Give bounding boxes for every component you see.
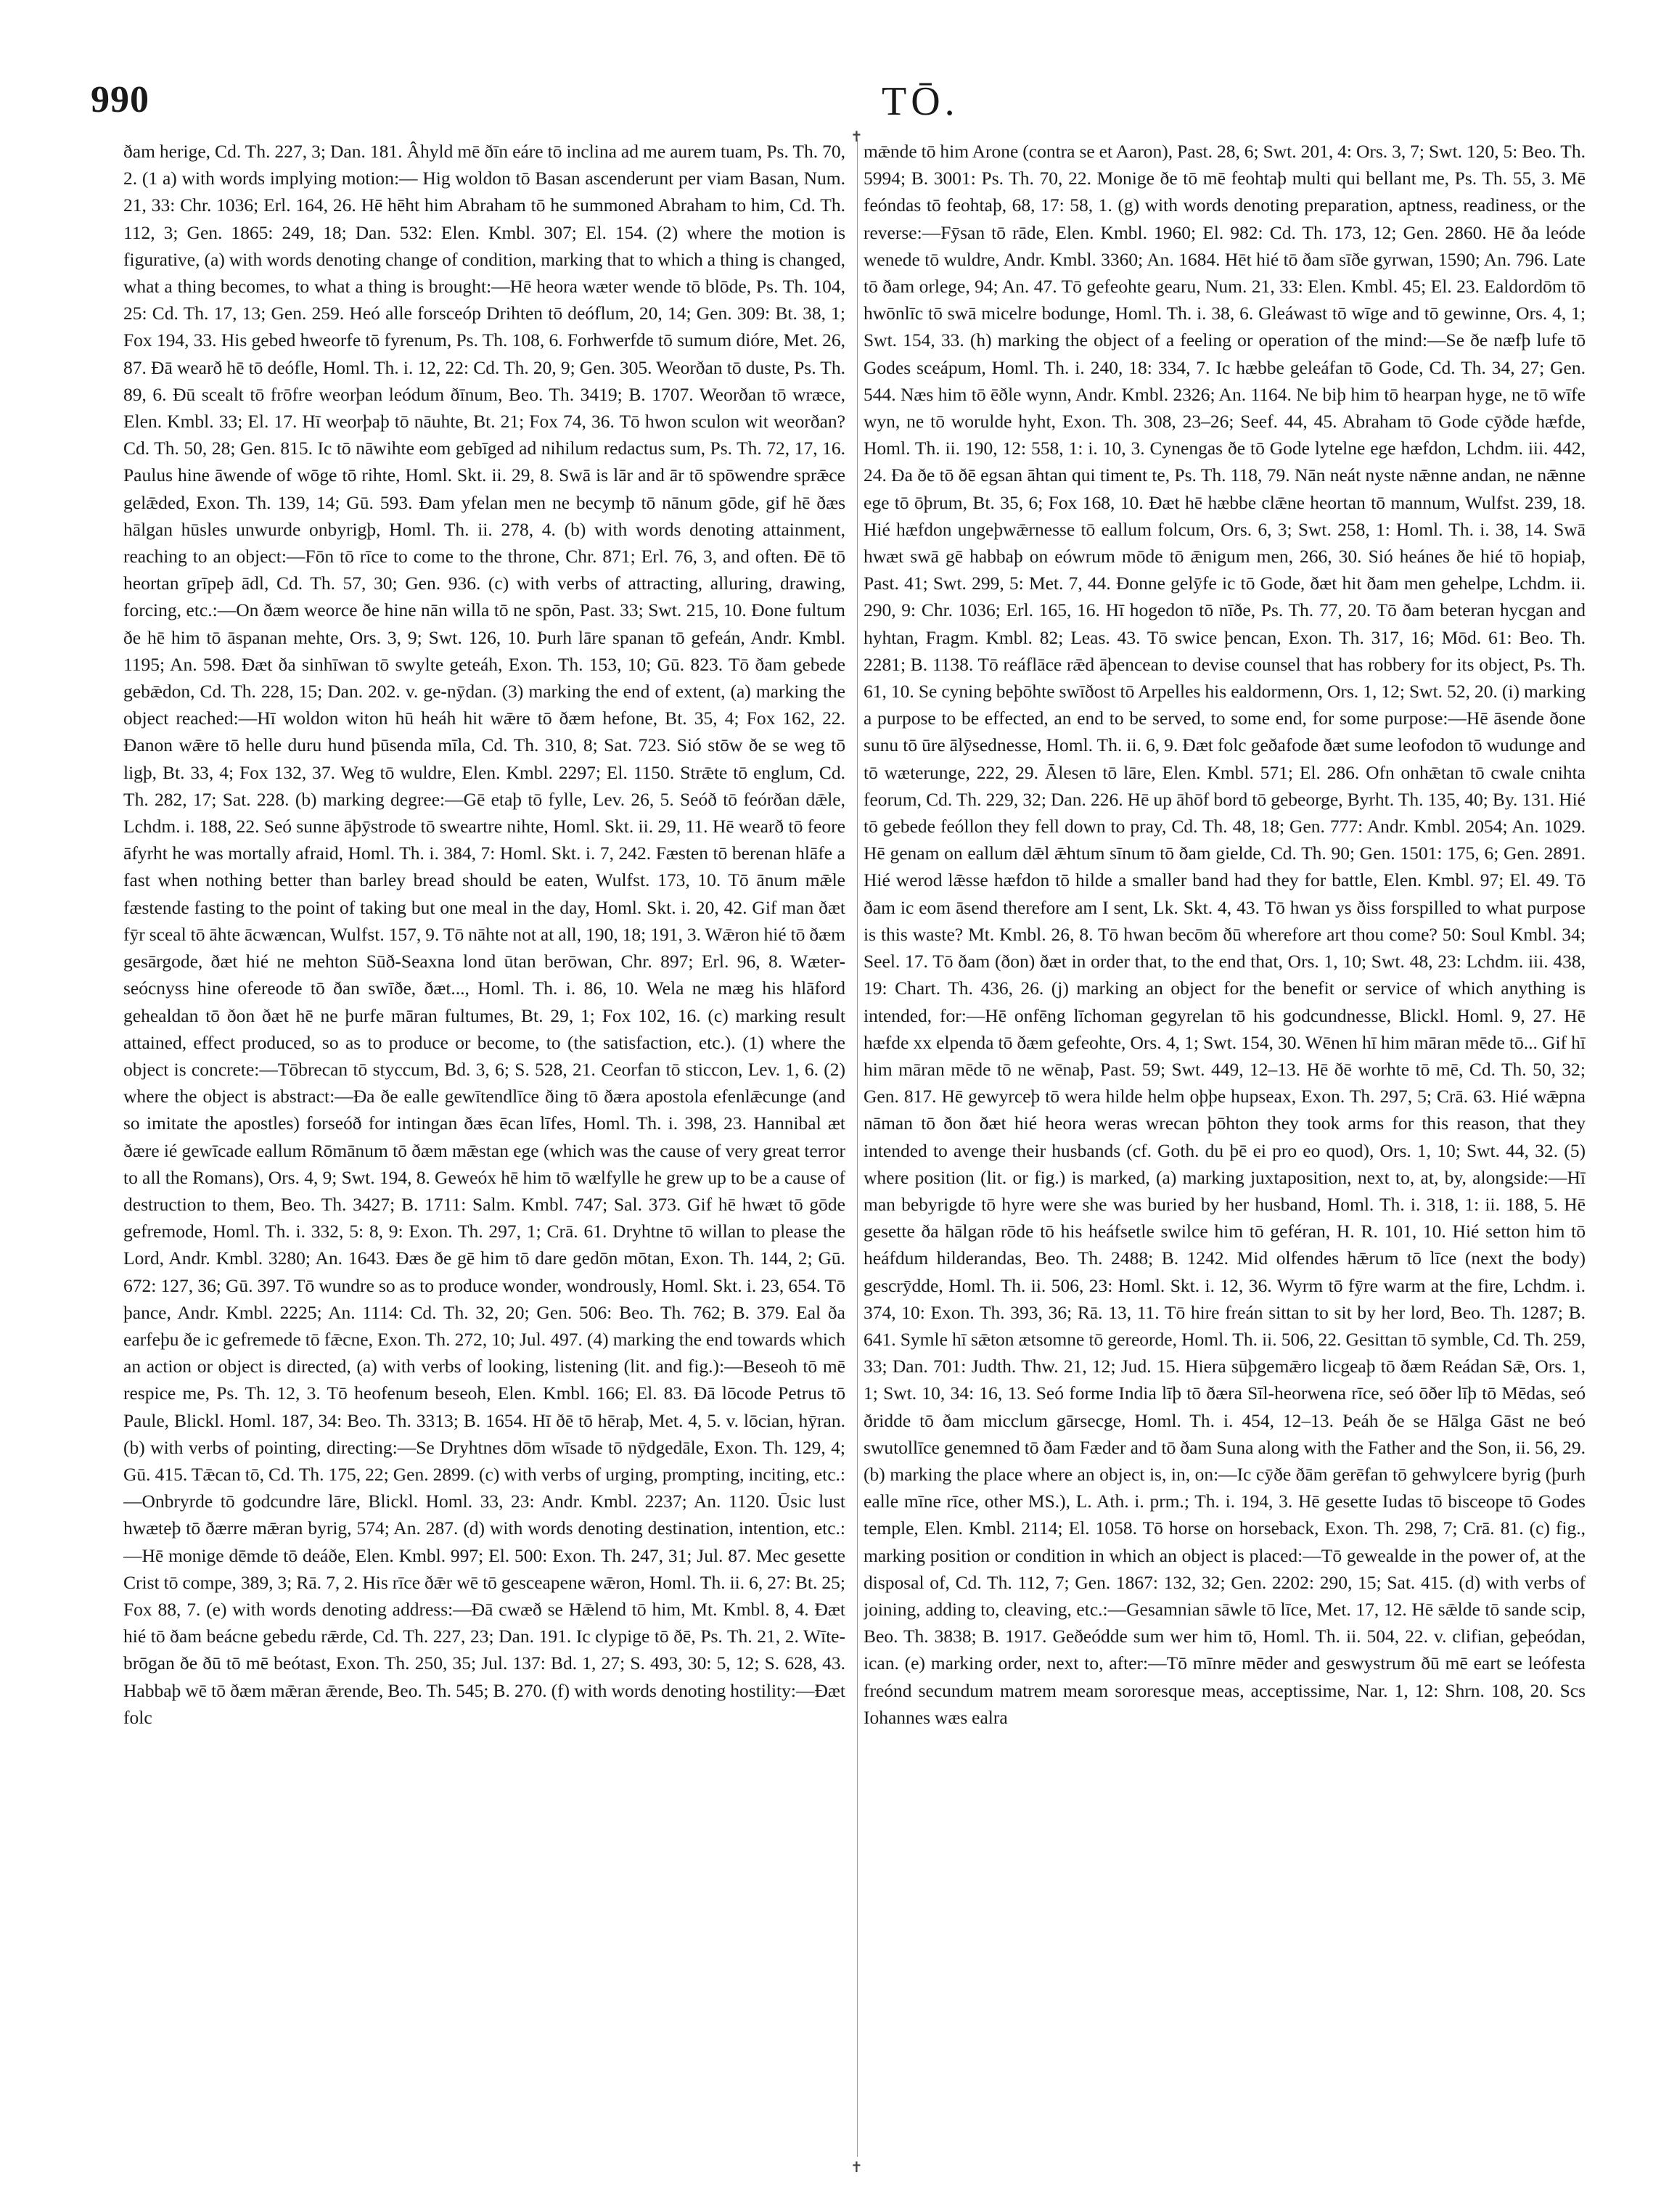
divider-bottom-ornament: ✝ xyxy=(850,2158,863,2176)
left-column-text: ðam herige, Cd. Th. 227, 3; Dan. 181. Âhyld mē ðīn eáre tō inclina ad me aurem tuam, Ps. Th. 70, 2. (1 a) with words implying motion:— Hig woldon tō Basan ascenderunt per viam Basan, Num. 21, 33: Chr. 1036; Erl. 164, 26. Hē hēht him Abraham tō he summoned Abraham to him, Cd. Th. 112, 3; Gen. 1865: 249, 18; Dan. 532: Elen. Kmbl. 307; El. 154. (2) where the motion is figurative, (a) with words denoting change of condition, marking that to which a thing is changed, what a thing becomes, to what a thing is brought:—Hē heora wæter wende tō blōde, Ps. Th. 104, 25: Cd. Th. 17, 13; Gen. 259. Heó alle forsceóp Drihten tō deóflum, 20, 14; Gen. 309: Bt. 38, 1; Fox 194, 33. His gebed hweorfe tō fyrenum, Ps. Th. 108, 6. Forhwerfde tō sumum dióre, Met. 26, 87. Ðā wearð hē tō deófle, Homl. Th. i. 12, 22: Cd. Th. 20, 9; Gen. 305. Weorðan tō duste, Ps. Th. 89, 6. Ðū scealt tō frōfre weorþan leódum ðīnum, Beo. Th. 3419; B. 1707. Weorðan tō wræce, Elen. Kmbl. 33; El. 17. Hī weorþaþ tō nāuhte, Bt. 21; Fox 74, 36. Tō hwon sculon wit weorðan? Cd. Th. 50, 28; Gen. 815. Ic tō nāwihte eom gebīged ad nihilum redactus sum, Ps. Th. 72, 17, 16. Paulus hine āwende of wōge tō rihte, Homl. Skt. ii. 29, 8. Swā is lār and ār tō spōwendre sprǣce gelǣded, Exon. Th. 139, 14; Gū. 593. Ðam yfelan men ne becymþ tō nānum gōde, gif hē ðæs hālgan hūsles unwurde onbyrigþ, Homl. Th. ii. 278, 4. (b) with words denoting attainment, reaching to an object:—Fōn tō rīce to come to the throne, Chr. 871; Erl. 76, 3, and often. Ðē tō heortan grīpeþ ādl, Cd. Th. 57, 30; Gen. 936. (c) with verbs of attracting, alluring, drawing, forcing, etc.:—On ðæm weorce ðe hine nān willa tō ne spōn, Past. 33; Swt. 215, 10. Ðone fultum ðe hē him tō āspanan mehte, Ors. 3, 9; Swt. 126, 10. Þurh lāre spanan tō gefeán, Andr. Kmbl. 1195; An. 598. Ðæt ða sinhīwan tō swylte geteáh, Exon. Th. 153, 10; Gū. 823. Tō ðam gebede gebǣdon, Cd. Th. 228, 15; Dan. 202. v. ge-nȳdan. (3) marking the end of extent, (a) marking the object reached:—Hī woldon witon hū heáh hit wǣre tō ðæm hefone, Bt. 35, 4; Fox 162, 22. Ðanon wǣre tō helle duru hund þūsenda mīla, Cd. Th. 310, 8; Sat. 723. Sió stōw ðe se weg tō ligþ, Bt. 33, 4; Fox 132, 37. Weg tō wuldre, Elen. Kmbl. 2297; El. 1150. Strǣte tō englum, Cd. Th. 282, 17; Sat. 228. (b) marking degree:—Gē etaþ tō fylle, Lev. 26, 5. Seóð tō feórðan dǣle, Lchdm. i. 188, 22. Seó sunne āþȳstrode tō sweartre nihte, Homl. Skt. ii. 29, 11. Hē wearð tō feore āfyrht he was mortally afraid, Homl. Th. i. 384, 7: Homl. Skt. i. 7, 242. Fæsten tō berenan hlāfe a fast when nothing better than barley bread should be eaten, Wulfst. 173, 10. Tō ānum mǣle fæstende fasting to the point of taking but one meal in the day, Homl. Skt. i. 20, 42. Gif man ðæt fȳr sceal tō āhte ācwæncan, Wulfst. 157, 9. Tō nāhte not at all, 190, 18; 191, 3. Wǣron hié tō ðæm gesārgode, ðæt hié ne mehton Sūð-Seaxna lond ūtan berōwan, Chr. 897; Erl. 96, 8. Wæter-seócnyss hine ofereode tō ðan swīðe, ðæt..., Homl. Th. i. 86, 10. Wela ne mæg his hlāford gehealdan tō ðon ðæt hē ne þurfe māran fultumes, Bt. 29, 1; Fox 102, 16. (c) marking result attained, effect produced, so as to produce or become, to (the satisfaction, etc.). (1) where the object is concrete:—Tōbrecan tō styccum, Bd. 3, 6; S. 528, 21. Ceorfan tō sticcon, Lev. 1, 6. (2) where the object is abstract:—Ða ðe ealle gewītendlīce ðing tō ðæra apostola efenlǣcunge (and so imitate the apostles) forseóð for intingan ðæs ēcan līfes, Homl. Th. i. 398, 23. Hannibal æt ðære ié gewīcade eallum Rōmānum tō ðæm mǣstan ege (which was the cause of very great terror to all the Romans), Ors. 4, 9; Swt. 194, 8. Geweóx hē him tō wælfylle he grew up to be a cause of destruction to them, Beo. Th. 3427; B. 1711: Salm. Kmbl. 747; Sal. 373. Gif hē hwæt tō gōde gefremode, Homl. Th. i. 332, 5: 8, 9: Exon. Th. 297, 1; Crā. 61. Dryhtne tō willan to please the Lord, Andr. Kmbl. 3280; An. 1643. Ðæs ðe gē him tō dare gedōn mōtan, Exon. Th. 144, 2; Gū. 672: 127, 36; Gū. 397. Tō wundre so as to produce wonder, wondrously, Homl. Skt. i. 23, 654. Tō þance, Andr. Kmbl. 2225; An. 1114: Cd. Th. 32, 20; Gen. 506: Beo. Th. 762; B. 379. Eal ða earfeþu ðe ic gefremede tō fǣcne, Exon. Th. 272, 10; Jul. 497. (4) marking the end towards which an action or object is directed, (a) with verbs of looking, listening (lit. and fig.):—Beseoh tō mē respice me, Ps. Th. 12, 3. Tō heofenum beseoh, Elen. Kmbl. 166; El. 83. Ðā lōcode Petrus tō Paule, Blickl. Homl. 187, 34: Beo. Th. 3313; B. 1654. Hī ðē tō hēraþ, Met. 4, 5. v. lōcian, hȳran. (b) with verbs of pointing, directing:—Se Dryhtnes dōm wīsade tō nȳdgedāle, Exon. Th. 129, 4; Gū. 415. Tǣcan tō, Cd. Th. 175, 22; Gen. 2899. (c) with verbs of urging, prompting, inciting, etc.:—Onbryrde tō godcundre lāre, Blickl. Homl. 33, 23: Andr. Kmbl. 2237; An. 1120. Ūsic lust hwæteþ tō ðærre mǣran byrig, 574; An. 287. (d) with words denoting destination, intention, etc.:—Hē monige dēmde tō deáðe, Elen. Kmbl. 997; El. 500: Exon. Th. 247, 31; Jul. 87. Mec gesette Crist tō compe, 389, 3; Rā. 7, 2. His rīce ðǣr wē tō gesceapene wǣron, Homl. Th. ii. 6, 27: Bt. 25; Fox 88, 7. (e) with words denoting address:—Ðā cwæð se Hǣlend tō him, Mt. Kmbl. 8, 4. Ðæt hié tō ðam beácne gebedu rǣrde, Cd. Th. 227, 23; Dan. 191. Ic clypige tō ðē, Ps. Th. 21, 2. Wīte-brōgan ðe ðū tō mē beótast, Exon. Th. 250, 35; Jul. 137: Bd. 1, 27; S. 493, 30: 5, 12; S. 628, 43. Habbaþ wē tō ðæm mǣran ǣrende, Beo. Th. 545; B. 270. (f) with words denoting hostility:—Ðæt folc xyxy=(123,141,845,1728)
column-divider-rule xyxy=(857,139,858,2157)
page-header xyxy=(91,78,1586,136)
divider-top-ornament: ✝ xyxy=(850,128,863,145)
page-number: 990 xyxy=(91,79,149,120)
running-headword: TŌ. xyxy=(882,79,959,124)
right-column-text: mǣnde tō him Arone (contra se et Aaron), Past. 28, 6; Swt. 201, 4: Ors. 3, 7; Swt. 120, 5: Beo. Th. 5994; B. 3001: Ps. Th. 70, 22. Monige ðe tō mē feohtaþ multi qui bellant me, Ps. Th. 55, 3. Mē feóndas tō feohtaþ, 68, 17: 58, 1. (g) with words denoting preparation, aptness, readiness, or the reverse:—Fȳsan tō rāde, Elen. Kmbl. 1960; El. 982: Cd. Th. 173, 12; Gen. 2860. Hē ða leóde wenede tō wuldre, Andr. Kmbl. 3360; An. 1684. Hēt hié tō ðam sīðe gyrwan, 1590; An. 796. Late tō ðam orlege, 94; An. 47. Tō gefeohte gearu, Num. 21, 33: Elen. Kmbl. 45; El. 23. Ealdordōm tō hwōnlīc tō swā micelre bodunge, Homl. Th. i. 38, 6. Gleáwast tō wīge and tō gewinne, Ors. 4, 1; Swt. 154, 33. (h) marking the object of a feeling or operation of the mind:—Se ðe næfþ lufe tō Godes sceápum, Homl. Th. i. 240, 18: 334, 7. Ic hæbbe geleáfan tō Gode, Cd. Th. 34, 27; Gen. 544. Næs him tō ēðle wynn, Andr. Kmbl. 2326; An. 1164. Ne biþ him tō hearpan hyge, ne tō wīfe wyn, ne tō worulde hyht, Exon. Th. 308, 23–26; Seef. 44, 45. Abraham tō Gode cȳðde hæfde, Homl. Th. ii. 190, 12: 558, 1: i. 10, 3. Cynengas ðe tō Gode lytelne ege hæfdon, Lchdm. iii. 442, 24. Ða ðe tō ðē egsan āhtan qui timent te, Ps. Th. 118, 79. Nān neát nyste nǣnne andan, ne nǣnne ege tō ōþrum, Bt. 35, 6; Fox 168, 10. Ðæt hē hæbbe clǣne heortan tō mannum, Wulfst. 239, 18. Hié hæfdon ungeþwǣrnesse tō eallum folcum, Ors. 6, 3; Swt. 258, 1: Homl. Th. i. 38, 14. Swā hwæt swā gē habbaþ on eówrum mōde tō ǣnigum men, 266, 30. Sió heánes ðe hié tō hopiaþ, Past. 41; Swt. 299, 5: Met. 7, 44. Ðonne gelȳfe ic tō Gode, ðæt hit ðam men gehelpe, Lchdm. ii. 290, 9: Chr. 1036; Erl. 165, 16. Hī hogedon tō nīðe, Ps. Th. 77, 20. Tō ðam beteran hycgan and hyhtan, Fragm. Kmbl. 82; Leas. 43. Tō swice þencan, Exon. Th. 317, 16; Mōd. 61: Beo. Th. 2281; B. 1138. Tō reáflāce rǣd āþencean to devise counsel that has robbery for its object, Ps. Th. 61, 10. Se cyning beþōhte swīðost tō Arpelles his ealdormenn, Ors. 1, 12; Swt. 52, 20. (i) marking a purpose to be effected, an end to be served, to some end, for some purpose:—Hē āsende ðone sunu tō ūre ālȳsednesse, Homl. Th. ii. 6, 9. Ðæt folc geðafode ðæt sume leofodon tō wudunge and tō wæterunge, 222, 29. Ālesen tō lāre, Elen. Kmbl. 571; El. 286. Ofn onhǣtan tō cwale cnihta feorum, Cd. Th. 229, 32; Dan. 226. Hē up āhōf bord tō gebeorge, Byrht. Th. 135, 40; By. 131. Hié tō gebede feóllon they fell down to pray, Cd. Th. 48, 18; Gen. 777: Andr. Kmbl. 2054; An. 1029. Hē genam on eallum dǣl ǣhtum sīnum tō ðam gielde, Cd. Th. 90; Gen. 1501: 175, 6; Gen. 2891. Hié werod lǣsse hæfdon tō hilde a smaller band had they for battle, Elen. Kmbl. 97; El. 49. Tō ðam ic eom āsend therefore am I sent, Lk. Skt. 4, 43. Tō hwan ys ðiss forspilled to what purpose is this waste? Mt. Kmbl. 26, 8. Tō hwan becōm ðū wherefore art thou come? 50: Soul Kmbl. 34; Seel. 17. Tō ðam (ðon) ðæt in order that, to the end that, Ors. 1, 10; Swt. 48, 23: Lchdm. iii. 438, 19: Chart. Th. 436, 26. (j) marking an object for the benefit or service of which anything is intended, for:—Hē onfēng līchoman gegyrelan tō his godcundnesse, Blickl. Homl. 9, 27. Hē hæfde xx elpenda tō ðæm gefeohte, Ors. 4, 1; Swt. 154, 30. Wēnen hī him māran mēde tō... Gif hī him māran mēde tō ne wēnaþ, Past. 59; Swt. 449, 12–13. Hē ðē worhte tō mē, Cd. Th. 50, 32; Gen. 817. Hē gewyrceþ tō wera hilde helm oþþe hupseax, Exon. Th. 297, 5; Crā. 63. Hié wǣpna nāman tō ðon ðæt hié heora weras wrecan þōhton they took arms for this reason, that they intended to avenge their husbands (cf. Goth. du þē ei pro eo quod), Ors. 1, 10; Swt. 44, 32. (5) where position (lit. or fig.) is marked, (a) marking juxtaposition, next to, at, by, alongside:—Hī man bebyrigde tō hyre were she was buried by her husband, Homl. Th. i. 318, 1: ii. 188, 5. Hē gesette ða hālgan rōde tō his heáfsetle swilce him tō geféran, H. R. 101, 10. Hié setton him tō heáfdum hilderandas, Beo. Th. 2488; B. 1242. Mid olfendes hǣrum tō līce (next the body) gescrȳdde, Homl. Th. ii. 506, 23: Homl. Skt. i. 12, 36. Wyrm tō fȳre warm at the fire, Lchdm. i. 374, 10: Exon. Th. 393, 36; Rā. 13, 11. Tō hire freán sittan to sit by her lord, Beo. Th. 1287; B. 641. Symle hī sǣton ætsomne tō gereorde, Homl. Th. ii. 506, 22. Gesittan tō symble, Cd. Th. 259, 33; Dan. 701: Judth. Thw. 21, 12; Jud. 15. Hiera sūþgemǣro licgeaþ tō ðæm Reádan Sǣ, Ors. 1, 1; Swt. 10, 34: 16, 13. Seó forme India līþ tō ðæra Sīl-heorwena rīce, seó ōðer līþ tō Mēdas, seó ðridde tō ðam micclum gārsecge, Homl. Th. i. 454, 12–13. Þeáh ðe se Hālga Gāst ne beó swutollīce genemned tō ðam Fæder and tō ðam Suna along with the Father and the Son, ii. 56, 29. (b) marking the place where an object is, in, on:—Ic cȳðe ðām gerēfan tō gehwylcere byrig (þurh ealle mīne rīce, other MS.), L. Ath. i. prm.; Th. i. 194, 3. Hē gesette Iudas tō bisceope tō Godes temple, Elen. Kmbl. 2114; El. 1058. Tō horse on horseback, Exon. Th. 298, 7; Crā. 81. (c) fig., marking position or condition in which an object is placed:—Tō gewealde in the power of, at the disposal of, Cd. Th. 112, 7; Gen. 1867: 132, 32; Gen. 2202: 290, 15; Sat. 415. (d) with verbs of joining, adding to, cleaving, etc.:—Gesamnian sāwle tō līce, Met. 17, 12. Hē sǣlde tō sande scip, Beo. Th. 3838; B. 1917. Geðeódde sum wer him tō, Homl. Th. ii. 504, 22. v. clifian, geþeódan, ican. (e) marking order, next to, after:—Tō mīnre mēder and geswystrum ðū mē eart se leófesta freónd secundum matrem meam sororesque meas, acceptissime, Nar. 1, 12: Shrn. 108, 20. Scs Iohannes wæs ealra xyxy=(864,141,1586,1728)
